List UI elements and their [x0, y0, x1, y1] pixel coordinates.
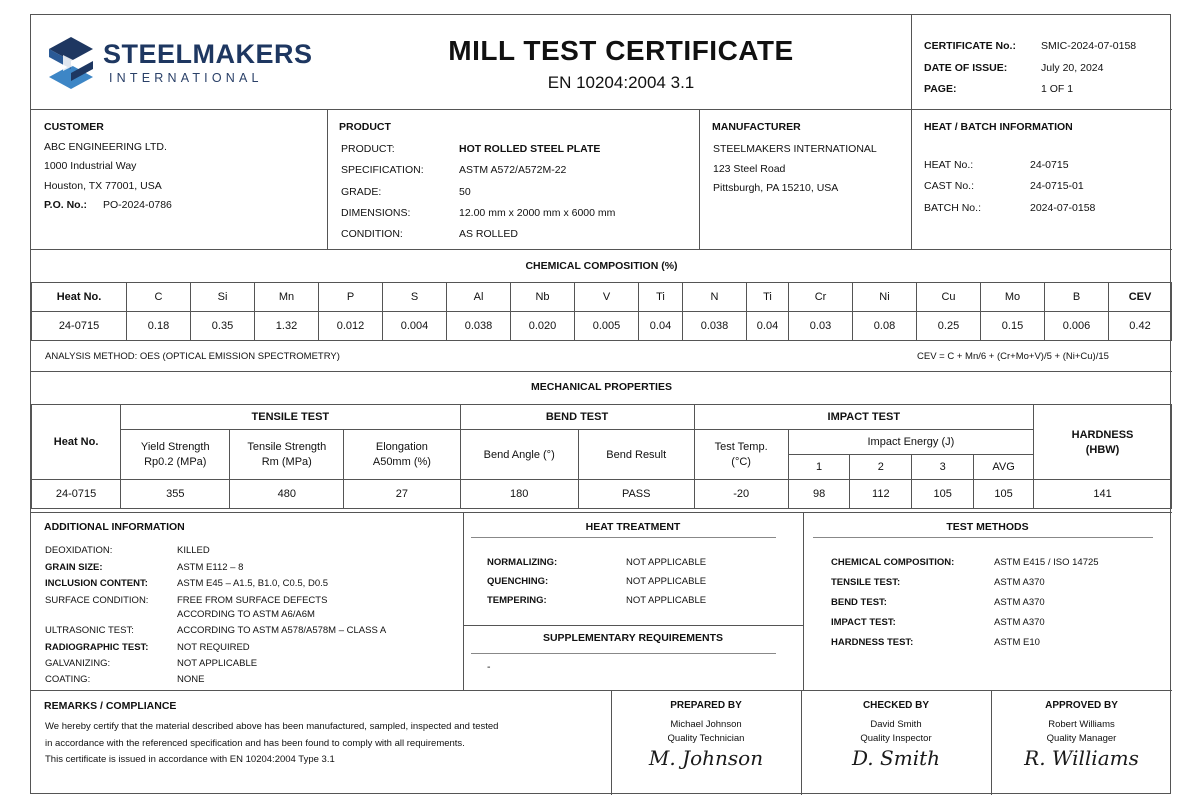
signoff-prepared [611, 700, 801, 770]
manufacturer-name: STEELMAKERS INTERNATIONAL [713, 143, 877, 155]
chem-col-c: C [127, 283, 191, 312]
page-label: PAGE: [924, 83, 957, 95]
mech-heat-header: Heat No. [32, 405, 121, 480]
checked-heading: CHECKED BY [862, 700, 930, 711]
approved-heading: APPROVED BY [1045, 700, 1118, 711]
elongation-header [344, 430, 460, 480]
hardness-label: HARDNESS [1071, 428, 1134, 441]
prepared-heading: PREPARED BY [670, 700, 742, 711]
impact-energy-header: Impact Energy (J) [788, 430, 1033, 455]
heat-treatment-heading: HEAT TREATMENT [585, 521, 681, 533]
signoff-checked [801, 700, 991, 770]
bend-angle-header: Bend Angle (°) [460, 430, 578, 480]
impact-col-1: 1 [788, 455, 850, 480]
test-temp-header [694, 430, 788, 480]
additional-value-4: ACCORDING TO ASTM A578/A578M – CLASS A [177, 625, 387, 636]
supplementary-heading: SUPPLEMENTARY REQUIREMENTS [542, 632, 724, 644]
chem-col-cu: Cu [917, 283, 981, 312]
chem-col-n: N [683, 283, 747, 312]
remarks-line-3: This certificate is issued in accordance with EN 10204:2004 Type 3.1 [45, 754, 335, 765]
additional-label-6: GALVANIZING: [45, 658, 111, 669]
additional-label-0: DEOXIDATION: [45, 545, 113, 556]
customer-name: ABC ENGINEERING LTD. [44, 141, 167, 153]
chem-val-ni: 0.08 [853, 312, 917, 341]
test-method-value-0: ASTM E415 / ISO 14725 [994, 557, 1099, 568]
chem-col-ti: Ti [639, 283, 683, 312]
impact-col-avg: AVG [974, 455, 1034, 480]
cert-no-label: CERTIFICATE No.: [924, 40, 1016, 52]
chem-val-s: 0.004 [383, 312, 447, 341]
test-method-label-2: BEND TEST: [831, 597, 887, 608]
customer-address-1: 1000 Industrial Way [44, 160, 137, 172]
additional-heading: ADDITIONAL INFORMATION [44, 521, 185, 533]
chem-val-b: 0.006 [1045, 312, 1109, 341]
approved-role: Quality Manager [1046, 733, 1117, 744]
additional-label-2: INCLUSION CONTENT: [45, 578, 148, 589]
chem-val-mn: 1.32 [255, 312, 319, 341]
chem-val-v: 0.005 [575, 312, 639, 341]
manufacturer-address-2: Pittsburgh, PA 15210, USA [713, 182, 839, 194]
elongation-label: Elongation [375, 441, 428, 453]
additional-label-1: GRAIN SIZE: [45, 562, 103, 573]
quenching-value: NOT APPLICABLE [626, 576, 707, 587]
chem-col-heat: Heat No. [32, 283, 127, 312]
manufacturer-address-1: 123 Steel Road [713, 163, 786, 175]
normalizing-label: NORMALIZING: [487, 557, 558, 568]
additional-value-3b: ACCORDING TO ASTM A6/A6M [177, 609, 315, 620]
tensile-test-header: TENSILE TEST [121, 405, 460, 430]
date-label: DATE OF ISSUE: [924, 62, 1008, 74]
chem-col-nb: Nb [511, 283, 575, 312]
additional-label-5: RADIOGRAPHIC TEST: [45, 642, 149, 653]
additional-value-0: KILLED [177, 545, 210, 556]
hardness-header [1034, 405, 1172, 480]
customer-heading: CUSTOMER [44, 121, 104, 133]
mech-val-yield: 355 [121, 480, 230, 509]
mech-val-heat: 24-0715 [32, 480, 121, 509]
tempering-value: NOT APPLICABLE [626, 595, 707, 606]
chem-col-s: S [383, 283, 447, 312]
product-value-3: 12.00 mm x 2000 mm x 6000 mm [459, 207, 616, 219]
impact-test-header: IMPACT TEST [694, 405, 1034, 430]
bend-test-header: BEND TEST [460, 405, 694, 430]
batch-no-value: 2024-07-0158 [1030, 202, 1096, 214]
cast-no-value: 24-0715-01 [1030, 180, 1084, 192]
product-label-0: PRODUCT: [341, 143, 395, 155]
chem-col-b: B [1045, 283, 1109, 312]
chem-val-cu: 0.25 [917, 312, 981, 341]
test-methods-heading: TEST METHODS [946, 521, 1029, 533]
test-method-value-1: ASTM A370 [994, 577, 1045, 588]
test-method-label-3: IMPACT TEST: [831, 617, 896, 628]
product-heading: PRODUCT [339, 121, 391, 133]
mech-val-impact-3: 105 [912, 480, 974, 509]
yield-header [121, 430, 230, 480]
additional-label-4: ULTRASONIC TEST: [45, 625, 134, 636]
test-method-value-3: ASTM A370 [994, 617, 1045, 628]
product-label-4: CONDITION: [341, 228, 403, 240]
chem-col-cev: CEV [1109, 283, 1172, 312]
chemical-table [31, 282, 1172, 341]
mech-val-impact-2: 112 [850, 480, 912, 509]
product-value-0: HOT ROLLED STEEL PLATE [459, 143, 601, 155]
additional-label-7: COATING: [45, 674, 91, 685]
steelmakers-logo-icon [45, 35, 97, 91]
brand-name: STEELMAKERS [103, 39, 313, 69]
tensile-label: Tensile Strength [247, 441, 327, 453]
chem-col-cr: Cr [789, 283, 853, 312]
chem-val-heat: 24-0715 [32, 312, 127, 341]
chem-col-v: V [575, 283, 639, 312]
heat-batch-heading: HEAT / BATCH INFORMATION [924, 121, 1073, 133]
yield-label: Yield Strength [140, 441, 210, 453]
test-method-label-1: TENSILE TEST: [831, 577, 901, 588]
test-method-label-4: HARDNESS TEST: [831, 637, 914, 648]
chem-col-mn: Mn [255, 283, 319, 312]
prepared-role: Quality Technician [667, 733, 745, 744]
document-title: MILL TEST CERTIFICATE [448, 35, 794, 66]
document-standard: EN 10204:2004 3.1 [547, 73, 695, 92]
mech-val-tensile: 480 [230, 480, 344, 509]
chem-val-al: 0.038 [447, 312, 511, 341]
heat-no-label: HEAT No.: [924, 159, 974, 171]
test-method-value-2: ASTM A370 [994, 597, 1045, 608]
checked-role: Quality Inspector [860, 733, 932, 744]
chem-val-nb: 0.020 [511, 312, 575, 341]
additional-label-3: SURFACE CONDITION: [45, 595, 149, 606]
page-value: 1 OF 1 [1041, 83, 1074, 95]
brand-subtitle: INTERNATIONAL [109, 71, 263, 85]
signoff-approved [991, 700, 1172, 770]
chem-col-al: Al [447, 283, 511, 312]
checked-name: David Smith [870, 719, 922, 730]
mech-val-impact-avg: 105 [974, 480, 1034, 509]
test-method-label-0: CHEMICAL COMPOSITION: [831, 557, 955, 568]
mech-val-bend-result: PASS [578, 480, 694, 509]
chem-col-si: Si [191, 283, 255, 312]
chem-val-cr: 0.03 [789, 312, 853, 341]
cev-formula: CEV = C + Mn/6 + (Cr+Mo+V)/5 + (Ni+Cu)/15 [917, 351, 1109, 362]
impact-col-3: 3 [912, 455, 974, 480]
product-value-1: ASTM A572/A572M-22 [459, 164, 567, 176]
mech-val-hardness: 141 [1034, 480, 1172, 509]
tensile-header [230, 430, 344, 480]
heat-no-value: 24-0715 [1030, 159, 1069, 171]
remarks-line-1: We hereby certify that the material described above has been manufactured, sampled, inspected and tested [45, 721, 499, 732]
chem-val-mo: 0.15 [981, 312, 1045, 341]
additional-value-2: ASTM E45 – A1.5, B1.0, C0.5, D0.5 [177, 578, 329, 589]
quenching-label: QUENCHING: [487, 576, 549, 587]
test-method-value-4: ASTM E10 [994, 637, 1040, 648]
chem-col-mo: Mo [981, 283, 1045, 312]
company-logo [45, 35, 97, 91]
normalizing-value: NOT APPLICABLE [626, 557, 707, 568]
product-label-1: SPECIFICATION: [341, 164, 424, 176]
mill-test-certificate [30, 14, 1171, 794]
additional-value-5: NOT REQUIRED [177, 642, 250, 653]
mechanical-table [31, 404, 1172, 509]
yield-unit: Rp0.2 (MPa) [144, 456, 207, 468]
chemical-heading: CHEMICAL COMPOSITION (%) [525, 260, 678, 272]
product-label-2: GRADE: [341, 186, 382, 198]
mechanical-heading: MECHANICAL PROPERTIES [531, 381, 672, 393]
additional-value-7: NONE [177, 674, 205, 685]
tensile-unit: Rm (MPa) [261, 456, 312, 468]
chem-col-p: P [319, 283, 383, 312]
cert-no-value: SMIC-2024-07-0158 [1041, 40, 1137, 52]
chem-val-ti: 0.04 [639, 312, 683, 341]
product-value-4: AS ROLLED [459, 228, 518, 240]
batch-no-label: BATCH No.: [924, 202, 981, 214]
mech-val-temp: -20 [694, 480, 788, 509]
chem-val-ti-2: 0.04 [747, 312, 789, 341]
manufacturer-heading: MANUFACTURER [712, 121, 801, 133]
product-label-3: DIMENSIONS: [341, 207, 411, 219]
chem-col-ti-2: Ti [747, 283, 789, 312]
additional-value-3: FREE FROM SURFACE DEFECTS [177, 595, 328, 606]
hardness-unit: (HBW) [1085, 443, 1120, 456]
remarks-heading: REMARKS / COMPLIANCE [44, 700, 177, 712]
chem-val-cev: 0.42 [1109, 312, 1172, 341]
additional-value-6: NOT APPLICABLE [177, 658, 258, 669]
test-temp-label: Test Temp. [714, 441, 768, 453]
chem-val-si: 0.35 [191, 312, 255, 341]
approved-signature: R. Williams [1024, 746, 1139, 770]
test-temp-unit: (°C) [731, 456, 751, 468]
mech-val-elongation: 27 [344, 480, 460, 509]
cast-no-label: CAST No.: [924, 180, 974, 192]
analysis-method: ANALYSIS METHOD: OES (OPTICAL EMISSION SPECTROMETRY) [45, 351, 340, 362]
chem-val-n: 0.038 [683, 312, 747, 341]
po-value: PO-2024-0786 [103, 199, 172, 211]
product-value-2: 50 [459, 186, 471, 198]
prepared-name: Michael Johnson [670, 719, 742, 730]
additional-value-1: ASTM E112 – 8 [177, 562, 244, 573]
date-value: July 20, 2024 [1041, 62, 1104, 74]
customer-address-2: Houston, TX 77001, USA [44, 180, 162, 192]
chem-val-c: 0.18 [127, 312, 191, 341]
mech-val-impact-1: 98 [788, 480, 850, 509]
bend-result-header: Bend Result [578, 430, 694, 480]
elongation-unit: A50mm (%) [372, 456, 431, 468]
chem-val-p: 0.012 [319, 312, 383, 341]
impact-col-2: 2 [850, 455, 912, 480]
supplementary-value: - [487, 661, 491, 673]
chem-col-ni: Ni [853, 283, 917, 312]
approved-name: Robert Williams [1048, 719, 1115, 730]
remarks-line-2: in accordance with the referenced specification and has been found to comply with all requirements. [45, 738, 465, 749]
mech-val-bend-angle: 180 [460, 480, 578, 509]
po-label: P.O. No.: [44, 199, 87, 211]
prepared-signature: M. Johnson [648, 746, 764, 770]
tempering-label: TEMPERING: [487, 595, 547, 606]
checked-signature: D. Smith [851, 746, 941, 770]
